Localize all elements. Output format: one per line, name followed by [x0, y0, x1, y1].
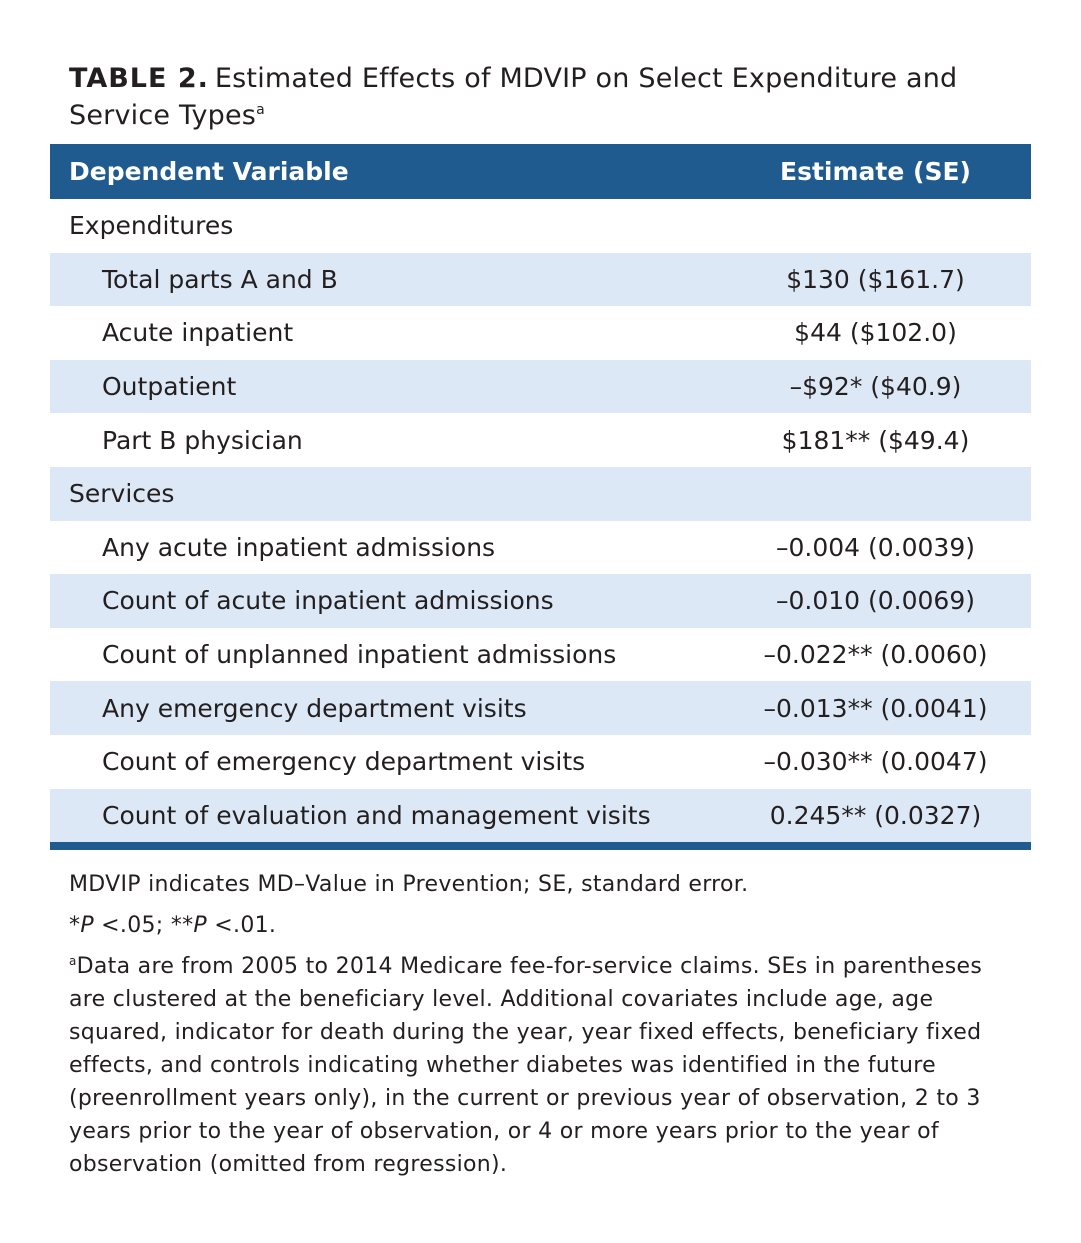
row-label: Any acute inpatient admissions — [102, 532, 496, 562]
data-source-note — [69, 950, 1014, 1181]
table-row — [50, 306, 1031, 360]
table-title — [69, 60, 1009, 134]
row-estimate: $44 ($102.0) — [794, 318, 957, 348]
row-label: Total parts A and B — [102, 264, 338, 294]
row-label: Expenditures — [69, 211, 234, 241]
table-notes — [69, 868, 1014, 1189]
table-body — [50, 199, 1031, 842]
p2-val: <.01. — [207, 913, 277, 938]
row-label: Any emergency department visits — [102, 693, 527, 723]
p1-star: * — [69, 913, 81, 938]
row-label: Part B physician — [102, 425, 303, 455]
table-row — [50, 628, 1031, 682]
a-text: Data are from 2005 to 2014 Medicare fee-for-service claims. SEs in parentheses are clustered at the beneficiary level. Additional covariates include age, age squared, indicator for death during the year, year fixed effects, beneficiary fixed effects, and controls indicating whether diabetes was identified in the future (preenrollment years only), in the current or previous year of observation, 2 to 3 years prior to the year of observation, or 4 or more years prior to the year of observation (omitted from regression). — [69, 954, 983, 1177]
table-title-text: Estimated Effects of MDVIP on Select Expenditure and Service Types — [69, 63, 958, 131]
abbreviation-note: MDVIP indicates MD–Value in Prevention; SE, standard error. — [69, 872, 749, 897]
row-estimate: $181** ($49.4) — [781, 425, 970, 455]
row-label: Count of emergency department visits — [102, 747, 586, 777]
a-marker: a — [69, 954, 77, 968]
row-estimate: –0.010 (0.0069) — [776, 586, 975, 616]
table-row — [50, 681, 1031, 735]
row-label: Count of acute inpatient admissions — [102, 586, 554, 616]
header-estimate: Estimate (SE) — [780, 157, 971, 186]
row-estimate: –0.030** (0.0047) — [763, 747, 988, 777]
row-estimate: –0.022** (0.0060) — [763, 640, 988, 670]
section-row — [50, 199, 1031, 253]
p1-val: <.05; — [93, 913, 171, 938]
row-label: Count of unplanned inpatient admissions — [102, 640, 617, 670]
table-row — [50, 789, 1031, 843]
header-dependent-variable: Dependent Variable — [69, 157, 349, 186]
section-row — [50, 467, 1031, 521]
table-label: TABLE 2. — [69, 63, 209, 94]
table-header — [50, 144, 1031, 199]
p2-p: P — [193, 913, 207, 938]
row-label: Acute inpatient — [102, 318, 294, 348]
title-footnote-marker: a — [256, 102, 265, 118]
p1-p: P — [80, 913, 94, 938]
table-row — [50, 360, 1031, 414]
table-bottom-rule — [50, 842, 1031, 850]
row-label: Services — [69, 479, 175, 509]
table-row — [50, 735, 1031, 789]
significance-note — [69, 909, 1014, 942]
row-estimate: –0.013** (0.0041) — [763, 693, 988, 723]
table-row — [50, 521, 1031, 575]
row-estimate: –0.004 (0.0039) — [776, 532, 975, 562]
table-row — [50, 413, 1031, 467]
p2-star: ** — [170, 913, 194, 938]
data-table — [50, 144, 1031, 850]
row-label: Outpatient — [102, 372, 237, 402]
row-label: Count of evaluation and management visits — [102, 800, 651, 830]
table-row — [50, 574, 1031, 628]
table-row — [50, 253, 1031, 307]
row-estimate: $130 ($161.7) — [786, 264, 965, 294]
row-estimate: –$92* ($40.9) — [789, 372, 962, 402]
row-estimate: 0.245** (0.0327) — [769, 800, 982, 830]
